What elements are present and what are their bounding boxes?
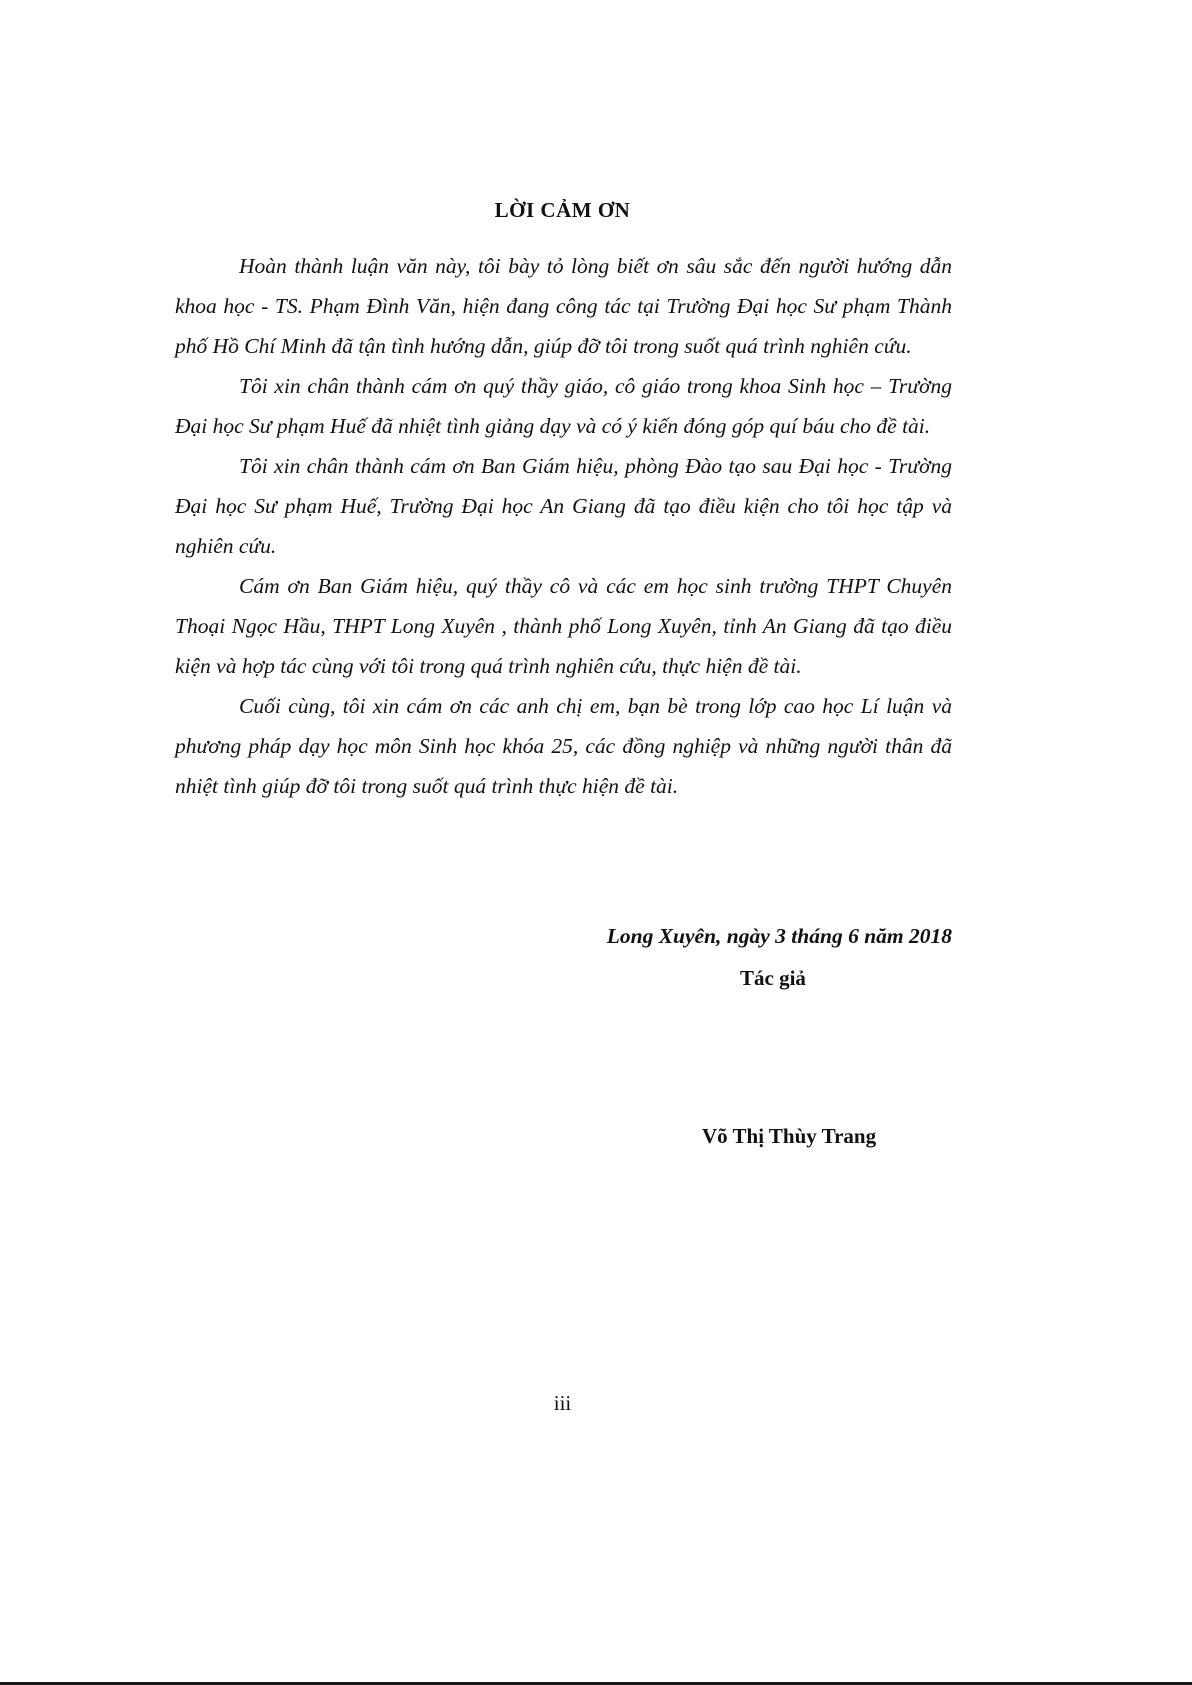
author-role: Tác giả <box>740 966 806 990</box>
paragraph: Cám ơn Ban Giám hiệu, quý thầy cô và các em học sinh trường THPT Chuyên Thoại Ngọc Hầu, THPT Long Xuyên , thành phố Long Xuyên, tỉnh An Giang đã tạo điều kiện và hợp tác cùng với tôi trong quá trình nghiên cứu, thực hiện đề tài. <box>175 574 952 678</box>
paragraph: Tôi xin chân thành cám ơn Ban Giám hiệu, phòng Đào tạo sau Đại học - Trường Đại học Sư phạm Huế, Trường Đại học An Giang đã tạo điều kiện cho tôi học tập và nghiên cứu. <box>175 454 952 558</box>
paragraph: Tôi xin chân thành cám ơn quý thầy giáo, cô giáo trong khoa Sinh học – Trường Đại học Sư phạm Huế đã nhiệt tình giảng dạy và có ý kiến đóng góp quí báu cho đề tài. <box>175 374 952 438</box>
paragraph: Cuối cùng, tôi xin cám ơn các anh chị em, bạn bè trong lớp cao học Lí luận và phương pháp dạy học môn Sinh học khóa 25, các đồng nghiệp và những người thân đã nhiệt tình giúp đỡ tôi trong suốt quá trình thực hiện đề tài. <box>175 694 952 798</box>
page-number: iii <box>553 1391 572 1415</box>
date-place-line: Long Xuyên, ngày 3 tháng 6 năm 2018 <box>606 924 952 948</box>
page-title: LỜI CẢM ƠN <box>494 198 631 222</box>
acknowledgement-body <box>175 246 952 806</box>
author-name: Võ Thị Thùy Trang <box>702 1124 877 1148</box>
paragraph: Hoàn thành luận văn này, tôi bày tỏ lòng biết ơn sâu sắc đến người hướng dẫn khoa học - TS. Phạm Đình Văn, hiện đang công tác tại Trường Đại học Sư phạm Thành phố Hồ Chí Minh đã tận tình hướng dẫn, giúp đỡ tôi trong suốt quá trình nghiên cứu. <box>175 254 952 358</box>
